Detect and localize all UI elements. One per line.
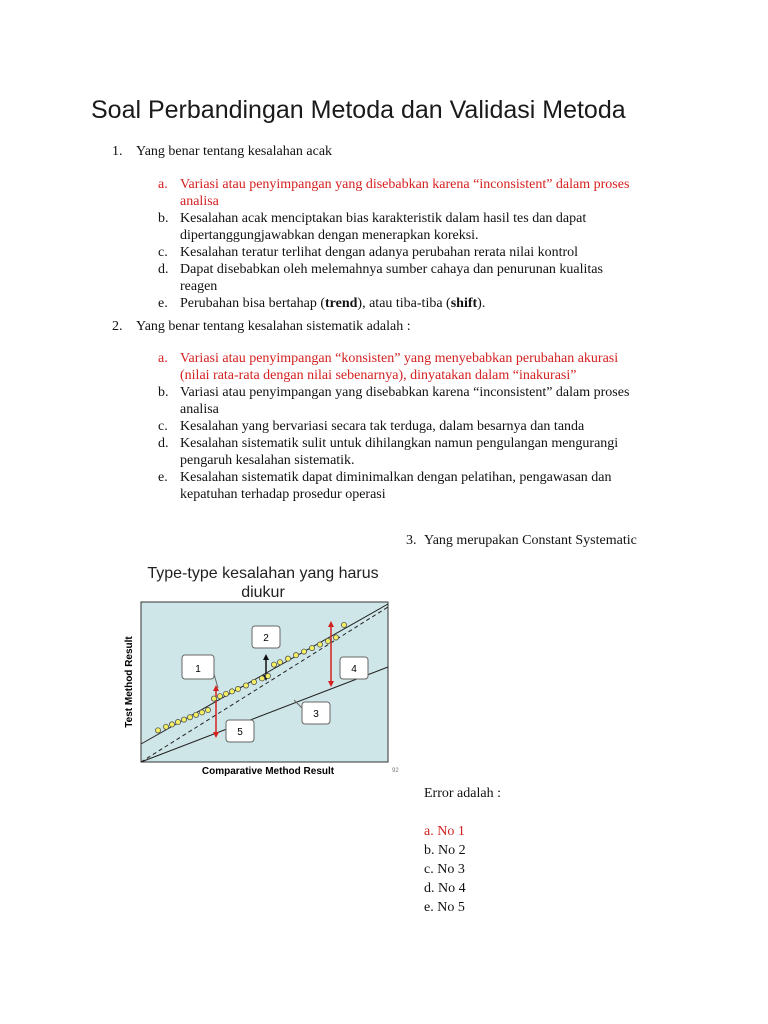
data-point <box>187 715 192 720</box>
question-text: Yang benar tentang kesalahan acak <box>136 144 333 159</box>
data-point <box>271 662 276 667</box>
option-letter: a. <box>158 351 168 366</box>
option-letter: e. <box>158 296 168 311</box>
option-line: Kesalahan acak menciptakan bias karakteristik dalam hasil tes dan dapat <box>180 211 587 226</box>
callout-label: 3 <box>313 709 319 720</box>
error-label: Error adalah : <box>424 786 501 801</box>
option-letter: b. <box>158 211 169 226</box>
option-b[interactable] <box>158 210 678 244</box>
callout-2 <box>252 626 280 648</box>
callout-label: 1 <box>195 664 201 675</box>
data-point <box>243 683 248 688</box>
data-point <box>301 649 306 654</box>
option-line: Kesalahan yang bervariasi secara tak terduga, dalam besarnya dan tanda <box>180 419 585 434</box>
callout-label: 5 <box>237 727 243 738</box>
data-point <box>223 691 228 696</box>
option-text: Perubahan bisa bertahap ( <box>180 296 325 311</box>
option-letter: e. <box>158 470 168 485</box>
data-point <box>251 679 256 684</box>
question-number: 3. <box>406 533 417 548</box>
data-point <box>341 622 346 627</box>
option-bold-text: shift <box>450 296 478 311</box>
callout-label: 4 <box>351 664 357 675</box>
data-point <box>181 717 186 722</box>
data-point <box>217 694 222 699</box>
option-d[interactable] <box>158 261 678 295</box>
option-c[interactable] <box>158 244 678 261</box>
option-d[interactable] <box>158 435 678 469</box>
option-letter: d. <box>158 262 169 277</box>
error-types-figure <box>118 560 408 780</box>
data-point <box>193 712 198 717</box>
question-3 <box>406 532 637 549</box>
callout-4 <box>340 657 368 679</box>
question-number: 1. <box>112 144 123 159</box>
data-point <box>265 673 270 678</box>
option-bold-text: trend <box>325 296 358 311</box>
page-mark: 92 <box>392 768 399 774</box>
callout-label: 2 <box>263 633 269 644</box>
data-point <box>325 638 330 643</box>
option-a[interactable] <box>158 176 678 210</box>
option-line: Variasi atau penyimpangan yang disebabkan karena “inconsistent” dalam proses <box>180 177 630 192</box>
figure-title: diukur <box>241 584 285 601</box>
option-line: reagen <box>180 279 218 294</box>
option-line: analisa <box>180 194 219 209</box>
option-line: Dapat disebabkan oleh melemahnya sumber cahaya dan penurunan kualitas <box>180 262 603 277</box>
question-2-options <box>158 350 678 503</box>
option-line: Kesalahan teratur terlihat dengan adanya perubahan rerata nilai kontrol <box>180 245 579 260</box>
data-point <box>235 686 240 691</box>
option-line: Kesalahan sistematik sulit untuk dihilangkan namun pengulangan mengurangi <box>180 436 619 451</box>
option-line: analisa <box>180 402 219 417</box>
data-point <box>163 724 168 729</box>
option-text: ), atau tiba-tiba ( <box>357 296 451 311</box>
answer-e[interactable]: e. No 5 <box>424 900 465 915</box>
option-line: pengaruh kesalahan sistematik. <box>180 453 355 468</box>
option-line: dipertanggungjawabkan dengan menerapkan koreksi. <box>180 228 479 243</box>
option-letter: b. <box>158 385 169 400</box>
option-letter: c. <box>158 245 168 260</box>
answer-d[interactable]: d. No 4 <box>424 881 466 896</box>
option-line: kepatuhan terhadap prosedur operasi <box>180 487 386 502</box>
data-point <box>155 728 160 733</box>
data-point <box>199 710 204 715</box>
option-line: Variasi atau penyimpangan “konsisten” yang menyebabkan perubahan akurasi <box>180 351 619 366</box>
y-axis-label: Test Method Result <box>124 636 135 728</box>
option-line <box>180 295 678 312</box>
option-e[interactable] <box>158 469 678 503</box>
callout-5 <box>226 720 254 742</box>
option-letter: d. <box>158 436 169 451</box>
option-line: (nilai rata-rata dengan nilai sebenarnya), dinyatakan dalam “inakurasi” <box>180 368 577 383</box>
question-text: Yang merupakan Constant Systematic <box>424 533 637 548</box>
question-2 <box>112 318 411 335</box>
answer-c[interactable]: c. No 3 <box>424 862 465 877</box>
data-point <box>259 676 264 681</box>
option-b[interactable] <box>158 384 678 418</box>
option-c[interactable] <box>158 418 678 435</box>
x-axis-label: Comparative Method Result <box>201 766 335 777</box>
data-point <box>175 719 180 724</box>
question-1-options <box>158 176 678 312</box>
figure-title: Type-type kesalahan yang harus <box>147 565 379 582</box>
data-point <box>211 696 216 701</box>
data-point <box>229 689 234 694</box>
option-letter: a. <box>158 177 168 192</box>
data-point <box>169 722 174 727</box>
question-number: 2. <box>112 319 123 334</box>
option-e[interactable] <box>158 295 678 312</box>
data-point <box>333 635 338 640</box>
data-point <box>293 653 298 658</box>
option-text: ). <box>477 296 486 311</box>
data-point <box>205 707 210 712</box>
data-point <box>277 660 282 665</box>
option-a[interactable] <box>158 350 678 384</box>
answer-b[interactable]: b. No 2 <box>424 843 466 858</box>
answer-a[interactable]: a. No 1 <box>424 824 465 839</box>
data-point <box>285 656 290 661</box>
data-point <box>317 642 322 647</box>
option-line: Variasi atau penyimpangan yang disebabkan karena “inconsistent” dalam proses <box>180 385 630 400</box>
page-title: Soal Perbandingan Metoda dan Validasi Metoda <box>91 96 626 124</box>
option-line: Kesalahan sistematik dapat diminimalkan dengan pelatihan, pengawasan dan <box>180 470 612 485</box>
question-1 <box>112 143 333 160</box>
figure-plot <box>118 560 408 780</box>
data-point <box>309 645 314 650</box>
question-text: Yang benar tentang kesalahan sistematik adalah : <box>136 319 411 334</box>
option-letter: c. <box>158 419 168 434</box>
